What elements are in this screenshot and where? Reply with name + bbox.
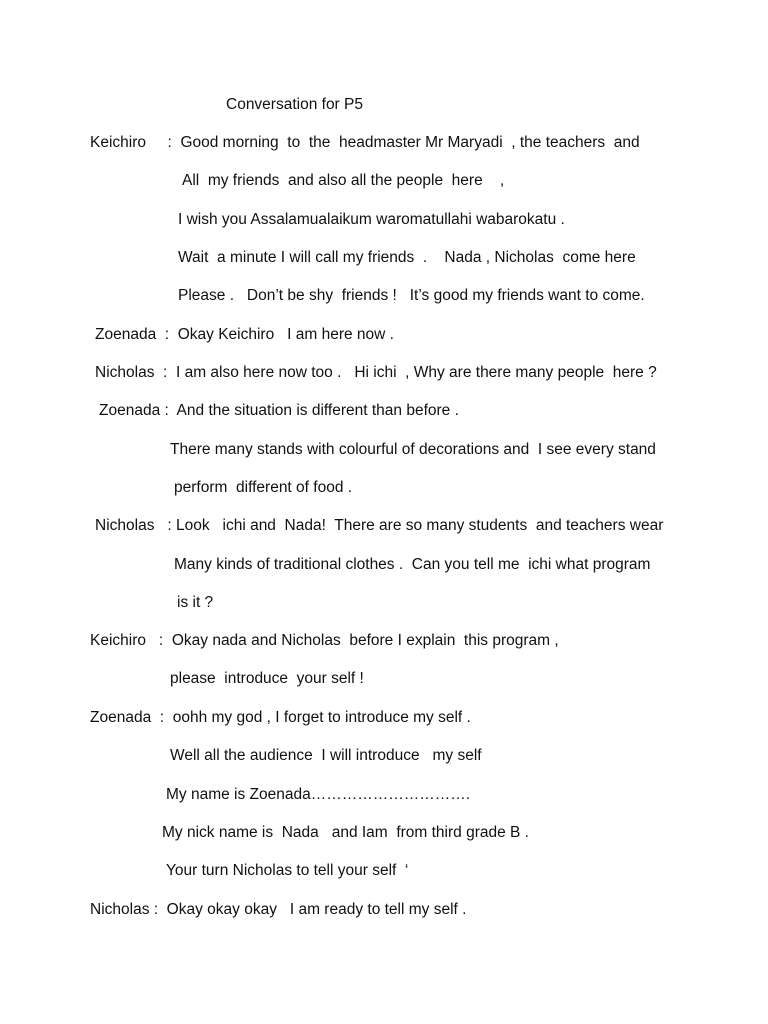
document-title: Conversation for P5: [226, 96, 363, 113]
dialogue-line: Zoenada : Okay Keichiro I am here now .: [95, 326, 394, 343]
dialogue-line: Your turn Nicholas to tell your self ‘: [166, 862, 409, 879]
dialogue-line: Please . Don’t be shy friends ! It’s good my friends want to come.: [178, 287, 645, 304]
dialogue-line: My nick name is Nada and Iam from third grade B .: [162, 824, 529, 841]
dialogue-line: Zoenada : oohh my god , I forget to introduce my self .: [90, 709, 471, 726]
dialogue-line: There many stands with colourful of decorations and I see every stand: [170, 441, 656, 458]
dialogue-line: All my friends and also all the people here ,: [182, 172, 505, 189]
dialogue-line: Nicholas : Okay okay okay I am ready to tell my self .: [90, 901, 467, 918]
dialogue-line: please introduce your self !: [170, 670, 364, 687]
dialogue-line: Many kinds of traditional clothes . Can you tell me ichi what program: [174, 556, 651, 573]
dialogue-line: My name is Zoenada………………………….: [166, 786, 471, 803]
dialogue-line: is it ?: [177, 594, 214, 611]
dialogue-line: perform different of food .: [174, 479, 353, 496]
dialogue-line: Keichiro : Good morning to the headmaster Mr Maryadi , the teachers and: [90, 134, 640, 151]
dialogue-line: Wait a minute I will call my friends . Nada , Nicholas come here: [178, 249, 636, 266]
dialogue-line: Nicholas : Look ichi and Nada! There are so many students and teachers wear: [95, 517, 664, 534]
dialogue-line: Keichiro : Okay nada and Nicholas before I explain this program ,: [90, 632, 559, 649]
dialogue-line: Zoenada : And the situation is different than before .: [99, 402, 459, 419]
dialogue-line: Nicholas : I am also here now too . Hi ichi , Why are there many people here ?: [95, 364, 657, 381]
dialogue-line: Well all the audience I will introduce my self: [170, 747, 482, 764]
dialogue-line: I wish you Assalamualaikum waromatullahi wabarokatu .: [178, 211, 565, 228]
